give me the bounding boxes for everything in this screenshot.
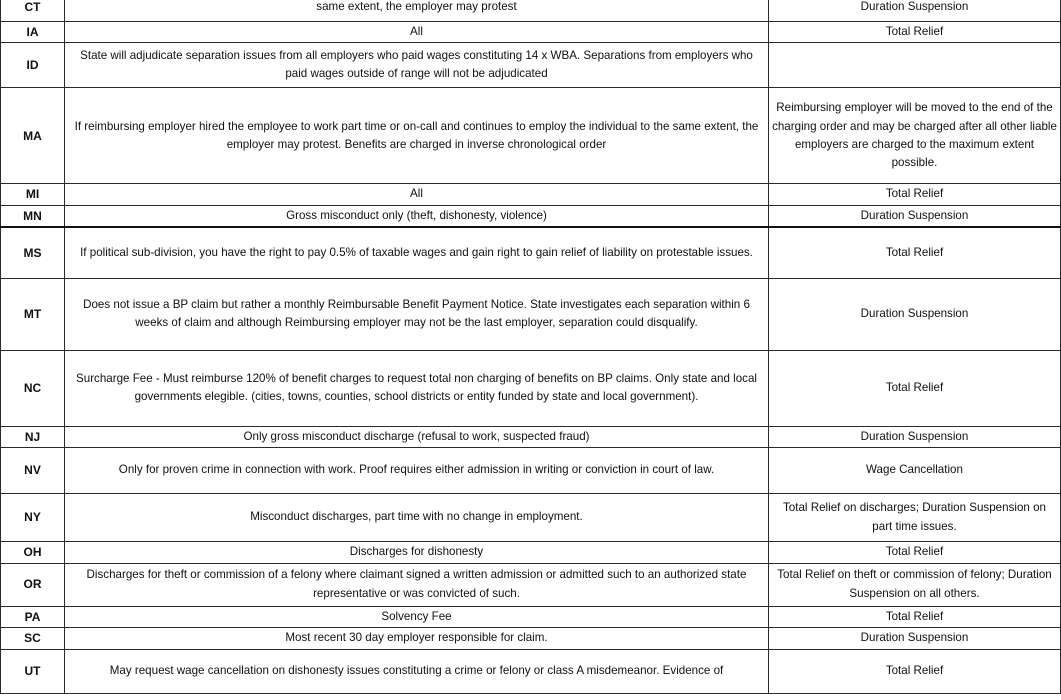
description-cell: same extent, the employer may protest [65, 0, 769, 22]
description-cell: Only gross misconduct discharge (refusal to work, suspected fraud) [65, 426, 769, 447]
table-row [1, 88, 1061, 184]
table-row [1, 227, 1061, 278]
relief-type-cell: Total Relief on discharges; Duration Suspension on part time issues. [769, 494, 1061, 542]
state-code-cell: IA [1, 22, 65, 43]
description-cell: If reimbursing employer hired the employee to work part time or on-call and continues to employ the individual to the same extent, the employer may protest. Benefits are charged in inverse chronological order [65, 88, 769, 184]
state-code-cell: MI [1, 184, 65, 205]
relief-table-body [1, 0, 1061, 693]
relief-type-cell: Duration Suspension [769, 0, 1061, 22]
state-code-cell: MS [1, 227, 65, 278]
description-cell: Misconduct discharges, part time with no change in employment. [65, 494, 769, 542]
table-row [1, 542, 1061, 563]
relief-type-cell [769, 43, 1061, 88]
state-code-cell: NC [1, 350, 65, 426]
description-cell: May request wage cancellation on dishonesty issues constituting a crime or felony or class A misdemeanor. Evidence of [65, 649, 769, 693]
table-row [1, 184, 1061, 205]
table-row [1, 278, 1061, 350]
table-row [1, 22, 1061, 43]
state-code-cell: MT [1, 278, 65, 350]
table-row [1, 43, 1061, 88]
relief-type-cell: Reimbursing employer will be moved to the end of the charging order and may be charged after all other liable employers are charged to the maximum extent possible. [769, 88, 1061, 184]
description-cell: Gross misconduct only (theft, dishonesty, violence) [65, 205, 769, 227]
state-code-cell: MA [1, 88, 65, 184]
description-cell: Surcharge Fee - Must reimburse 120% of benefit charges to request total non charging of benefits on BP claims. Only state and local governments elegible. (cities, towns, counties, school districts or entity funded by state and local government). [65, 350, 769, 426]
relief-type-cell: Total Relief [769, 649, 1061, 693]
relief-type-cell: Total Relief [769, 22, 1061, 43]
relief-type-cell: Total Relief [769, 542, 1061, 563]
table-row [1, 649, 1061, 693]
relief-type-cell: Duration Suspension [769, 627, 1061, 649]
state-code-cell: MN [1, 205, 65, 227]
relief-type-cell: Total Relief [769, 350, 1061, 426]
relief-type-cell: Duration Suspension [769, 426, 1061, 447]
table-row [1, 494, 1061, 542]
table-row [1, 606, 1061, 627]
description-cell: Discharges for dishonesty [65, 542, 769, 563]
table-row [1, 448, 1061, 494]
state-code-cell: NV [1, 448, 65, 494]
relief-type-cell: Duration Suspension [769, 205, 1061, 227]
state-code-cell: ID [1, 43, 65, 88]
table-row [1, 563, 1061, 606]
description-cell: All [65, 22, 769, 43]
relief-type-cell: Duration Suspension [769, 278, 1061, 350]
relief-type-cell: Total Relief on theft or commission of felony; Duration Suspension on all others. [769, 563, 1061, 606]
state-code-cell: UT [1, 649, 65, 693]
state-code-cell: NY [1, 494, 65, 542]
description-cell: Most recent 30 day employer responsible for claim. [65, 627, 769, 649]
relief-type-cell: Total Relief [769, 606, 1061, 627]
description-cell: Discharges for theft or commission of a felony where claimant signed a written admission or admitted such to an authorized state representative or was convicted of such. [65, 563, 769, 606]
relief-type-cell: Total Relief [769, 227, 1061, 278]
state-code-cell: OH [1, 542, 65, 563]
description-cell: Solvency Fee [65, 606, 769, 627]
table-row [1, 0, 1061, 22]
state-code-cell: OR [1, 563, 65, 606]
description-cell: If political sub-division, you have the right to pay 0.5% of taxable wages and gain right to gain relief of liability on protestable issues. [65, 227, 769, 278]
relief-type-cell: Total Relief [769, 184, 1061, 205]
table-row [1, 205, 1061, 227]
table-row [1, 426, 1061, 447]
description-cell: State will adjudicate separation issues from all employers who paid wages constituting 14 x WBA. Separations from employers who paid wages outside of range will not be adjudicated [65, 43, 769, 88]
description-cell: Does not issue a BP claim but rather a monthly Reimbursable Benefit Payment Notice. State investigates each separation within 6 weeks of claim and although Reimbursing employer may not be the last employer, separation could disqualify. [65, 278, 769, 350]
description-cell: All [65, 184, 769, 205]
table-row [1, 350, 1061, 426]
state-code-cell: PA [1, 606, 65, 627]
state-code-cell: CT [1, 0, 65, 22]
state-code-cell: NJ [1, 426, 65, 447]
relief-type-cell: Wage Cancellation [769, 448, 1061, 494]
description-cell: Only for proven crime in connection with work. Proof requires either admission in writing or conviction in court of law. [65, 448, 769, 494]
state-code-cell: SC [1, 627, 65, 649]
table-row [1, 627, 1061, 649]
